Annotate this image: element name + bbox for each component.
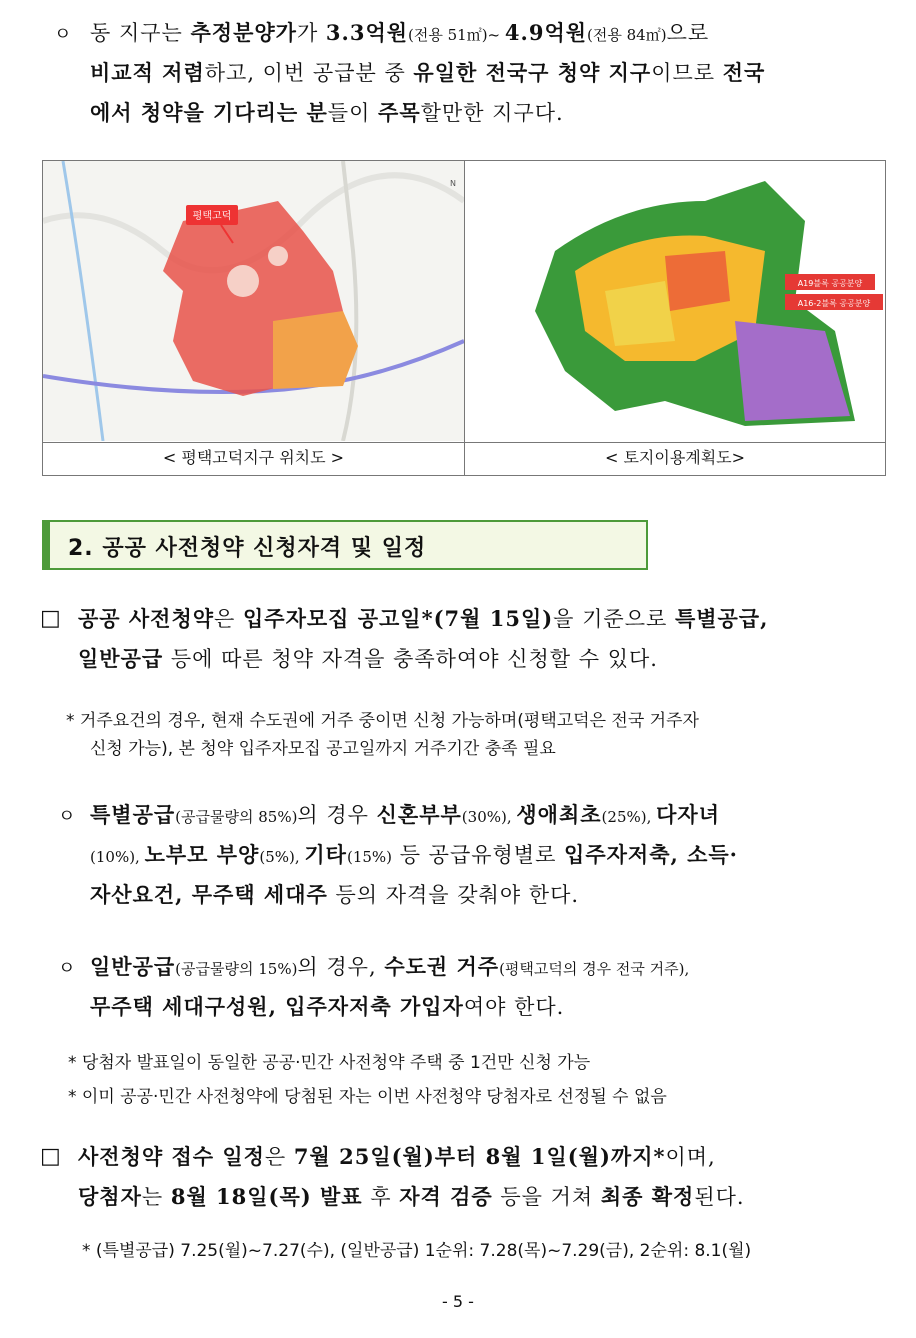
- text-bold: 입주자저축, 소득·: [564, 842, 738, 867]
- text-small: (5%),: [259, 848, 305, 866]
- text-bold: 특별공급,: [674, 606, 769, 631]
- text: 이며,: [665, 1145, 716, 1169]
- intro-line-2: [90, 58, 765, 88]
- text-bold: 일반공급: [78, 646, 164, 671]
- bullet-circle: ㅇ: [58, 958, 77, 979]
- text-bold: 자산요건, 무주택 세대주: [90, 882, 328, 907]
- text-small: (15%): [346, 848, 393, 866]
- text: 등을 거쳐: [492, 1185, 601, 1209]
- special-line-1: [90, 800, 720, 832]
- text-bold: 생애최초: [516, 802, 602, 827]
- eligibility-line-1: [78, 604, 768, 634]
- text-bold: 당첨자: [78, 1184, 142, 1209]
- text: 하고, 이번 공급분 중: [204, 61, 414, 85]
- text-bold: 신혼부부: [376, 802, 462, 827]
- text: 된다.: [694, 1185, 745, 1209]
- text-small: (공급물량의 85%): [175, 808, 298, 826]
- landuse-label-a16: A16-2블록 공공분양: [797, 299, 871, 308]
- text: 동 지구는: [90, 21, 191, 45]
- location-map-label: 평택고덕: [192, 211, 232, 222]
- text: 을 기준으로: [553, 607, 675, 631]
- text: 등 공급유형별로: [392, 843, 565, 867]
- location-map-caption: < 평택고덕지구 위치도 >: [162, 448, 345, 467]
- location-map-image: [43, 161, 464, 441]
- section-title: 2. 공공 사전청약 신청자격 및 일정: [68, 536, 427, 561]
- text-small: (30%),: [461, 808, 517, 826]
- box-bullet: □: [40, 1144, 62, 1169]
- text: 은: [214, 607, 243, 631]
- text-small: (공급물량의 15%): [175, 960, 298, 978]
- special-line-2: [90, 840, 738, 872]
- text-bold: 기타: [304, 842, 347, 867]
- intro-line-3: [90, 98, 564, 128]
- landuse-map-caption: < 토지이용계획도>: [604, 448, 746, 467]
- residence-note-2: 신청 가능), 본 청약 입주자모집 공고일까지 거주기간 충족 필요: [90, 739, 556, 759]
- text-small: (10%),: [90, 848, 145, 866]
- north-arrow-icon: N: [450, 179, 456, 188]
- text-small: (평택고덕의 경우 전국 거주),: [499, 960, 690, 978]
- landuse-map: [465, 161, 885, 441]
- intro-line-1: [90, 18, 709, 50]
- text-bold: 에서 청약을 기다리는 분: [90, 100, 328, 125]
- text: 의 경우: [297, 803, 377, 827]
- text: 등의 자격을 갖춰야 한다.: [327, 883, 580, 907]
- general-line-1: [90, 952, 689, 984]
- text: 여야 한다.: [463, 995, 565, 1019]
- text-bold: 특별공급: [90, 802, 176, 827]
- residence-note-1: * 거주요건의 경우, 현재 수도권에 거주 중이면 신청 가능하며(평택고덕은 전국 거주자: [66, 711, 699, 731]
- duplicate-note-2: * 이미 공공·민간 사전청약에 당첨된 자는 이번 사전청약 당첨자로 선정될 수 없음: [68, 1087, 667, 1107]
- maps-table: [42, 160, 886, 476]
- text-bold: 다자녀: [656, 802, 720, 827]
- text: 는: [141, 1185, 171, 1209]
- location-map: [43, 161, 464, 441]
- page-number: - 5 -: [442, 1292, 474, 1311]
- schedule-note: * (특별공급) 7.25(월)~7.27(수), (일반공급) 1순위: 7.28(목)~7.29(금), 2순위: 8.1(월): [82, 1241, 752, 1261]
- text-bold: 유일한 전국구 청약 지구: [413, 60, 652, 85]
- text-bold: 공공 사전청약: [78, 606, 215, 631]
- eligibility-line-2: [78, 644, 658, 674]
- text-bold: 7월 25일(월)부터 8월 1일(월)까지*: [293, 1144, 666, 1169]
- text-small: (25%),: [601, 808, 657, 826]
- text-bold: 8월 18일(목) 발표: [170, 1184, 363, 1209]
- text-bold: 수도권 거주: [384, 954, 500, 979]
- text-bold: 비교적 저렴: [90, 60, 205, 85]
- landuse-label-a19: A19블록 공공분양: [797, 279, 863, 288]
- text: 후: [362, 1185, 400, 1209]
- special-line-3: [90, 880, 579, 910]
- text: 등에 따른 청약 자격을 충족하여야 신청할 수 있다.: [163, 647, 658, 671]
- text: 이므로: [651, 61, 723, 85]
- box-bullet: □: [40, 606, 62, 631]
- duplicate-note-1: * 당첨자 발표일이 동일한 공공·민간 사전청약 주택 중 1건만 신청 가능: [68, 1053, 591, 1073]
- text-bold: 입주자모집 공고일*(7월 15일): [243, 606, 554, 631]
- text: 가: [296, 21, 326, 45]
- text: 으로: [666, 21, 710, 45]
- general-line-2: [90, 992, 564, 1022]
- text: 의 경우,: [297, 955, 385, 979]
- text: 들이: [327, 101, 379, 125]
- text-bold: 3.3억원: [325, 20, 409, 45]
- text-bold: 전국: [722, 60, 766, 85]
- text-bold: 주목: [378, 100, 421, 125]
- bullet-circle: ㅇ: [58, 806, 77, 827]
- bullet-circle: ㅇ: [54, 24, 73, 45]
- text: 은: [264, 1145, 294, 1169]
- text-small: (전용 84㎡): [587, 26, 667, 44]
- table-divider: [464, 161, 465, 475]
- text-bold: 4.9억원: [504, 20, 588, 45]
- text-bold: 자격 검증: [399, 1184, 493, 1209]
- text-small: (전용 51㎡)~: [408, 26, 505, 44]
- schedule-line-1: [78, 1142, 716, 1172]
- landuse-map-image: [465, 161, 885, 441]
- text: 할만한 지구다.: [420, 101, 564, 125]
- text-bold: 최종 확정: [600, 1184, 695, 1209]
- text-bold: 무주택 세대구성원, 입주자저축 가입자: [90, 994, 464, 1019]
- text-bold: 추정분양가: [190, 20, 297, 45]
- section-heading: [42, 520, 648, 570]
- schedule-line-2: [78, 1182, 745, 1212]
- text-bold: 사전청약 접수 일정: [78, 1144, 265, 1169]
- text-bold: 일반공급: [90, 954, 176, 979]
- text-bold: 노부모 부양: [144, 842, 260, 867]
